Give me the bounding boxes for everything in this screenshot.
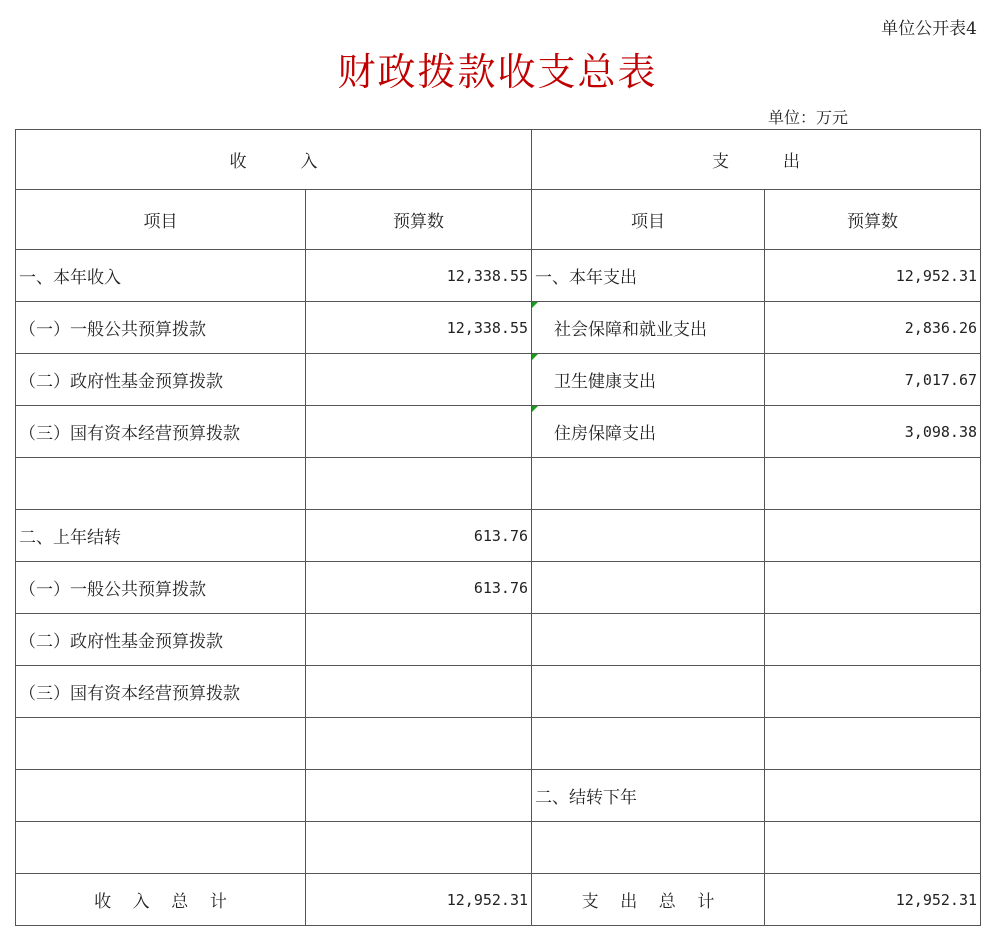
table-row (16, 302, 981, 354)
table-row (16, 770, 981, 822)
expense-total-label: 支 出 总 计 (532, 874, 765, 926)
totals-row (16, 874, 981, 926)
income-item (16, 458, 306, 510)
form-number: 单位公开表4 (881, 19, 977, 39)
expense-item: 住房保障支出 (532, 406, 765, 458)
income-item: （一）一般公共预算拨款 (16, 302, 306, 354)
table-row (16, 354, 981, 406)
table-row (16, 250, 981, 302)
table-row (16, 562, 981, 614)
expense-item-header: 项目 (532, 190, 765, 250)
income-item (16, 718, 306, 770)
header-group-row (16, 130, 981, 190)
income-item (16, 770, 306, 822)
expense-header: 支 出 (532, 130, 981, 190)
expense-total-value: 12,952.31 (765, 874, 981, 926)
income-item: （三）国有资本经营预算拨款 (16, 406, 306, 458)
income-total-value: 12,952.31 (306, 874, 532, 926)
expense-value (765, 510, 981, 562)
expense-value (765, 666, 981, 718)
income-value (306, 770, 532, 822)
table-row (16, 666, 981, 718)
table-row (16, 614, 981, 666)
expense-value (765, 614, 981, 666)
expense-value: 2,836.26 (765, 302, 981, 354)
table-row (16, 458, 981, 510)
expense-item: 社会保障和就业支出 (532, 302, 765, 354)
income-value (306, 718, 532, 770)
income-item: （二）政府性基金预算拨款 (16, 354, 306, 406)
income-value (306, 614, 532, 666)
table-row (16, 718, 981, 770)
income-item: （二）政府性基金预算拨款 (16, 614, 306, 666)
expense-item (532, 510, 765, 562)
table-row (16, 406, 981, 458)
income-value: 12,338.55 (306, 250, 532, 302)
header-column-row (16, 190, 981, 250)
expense-value: 7,017.67 (765, 354, 981, 406)
unit-label: 单位：万元 (768, 108, 849, 127)
expense-item: 一、本年支出 (532, 250, 765, 302)
income-value: 12,338.55 (306, 302, 532, 354)
income-item: 二、上年结转 (16, 510, 306, 562)
income-item: 一、本年收入 (16, 250, 306, 302)
income-value (306, 406, 532, 458)
expense-value: 12,952.31 (765, 250, 981, 302)
expense-item: 二、结转下年 (532, 770, 765, 822)
income-item: （三）国有资本经营预算拨款 (16, 666, 306, 718)
page-title: 财政拨款收支总表 (337, 50, 658, 94)
table-row (16, 822, 981, 874)
expense-value (765, 718, 981, 770)
income-value (306, 666, 532, 718)
income-header: 收 入 (16, 130, 532, 190)
expense-budget-header: 预算数 (765, 190, 981, 250)
expense-item (532, 666, 765, 718)
income-value (306, 458, 532, 510)
expense-value (765, 770, 981, 822)
expense-item (532, 614, 765, 666)
income-budget-header: 预算数 (306, 190, 532, 250)
expense-item (532, 562, 765, 614)
expense-item (532, 718, 765, 770)
income-value: 613.76 (306, 510, 532, 562)
income-value: 613.76 (306, 562, 532, 614)
expense-item: 卫生健康支出 (532, 354, 765, 406)
budget-table (15, 129, 981, 926)
expense-value (765, 562, 981, 614)
table-row (16, 510, 981, 562)
expense-value (765, 822, 981, 874)
income-total-label: 收 入 总 计 (16, 874, 306, 926)
income-item: （一）一般公共预算拨款 (16, 562, 306, 614)
income-value (306, 822, 532, 874)
expense-value: 3,098.38 (765, 406, 981, 458)
income-item-header: 项目 (16, 190, 306, 250)
expense-value (765, 458, 981, 510)
income-item (16, 822, 306, 874)
expense-item (532, 822, 765, 874)
income-value (306, 354, 532, 406)
expense-item (532, 458, 765, 510)
